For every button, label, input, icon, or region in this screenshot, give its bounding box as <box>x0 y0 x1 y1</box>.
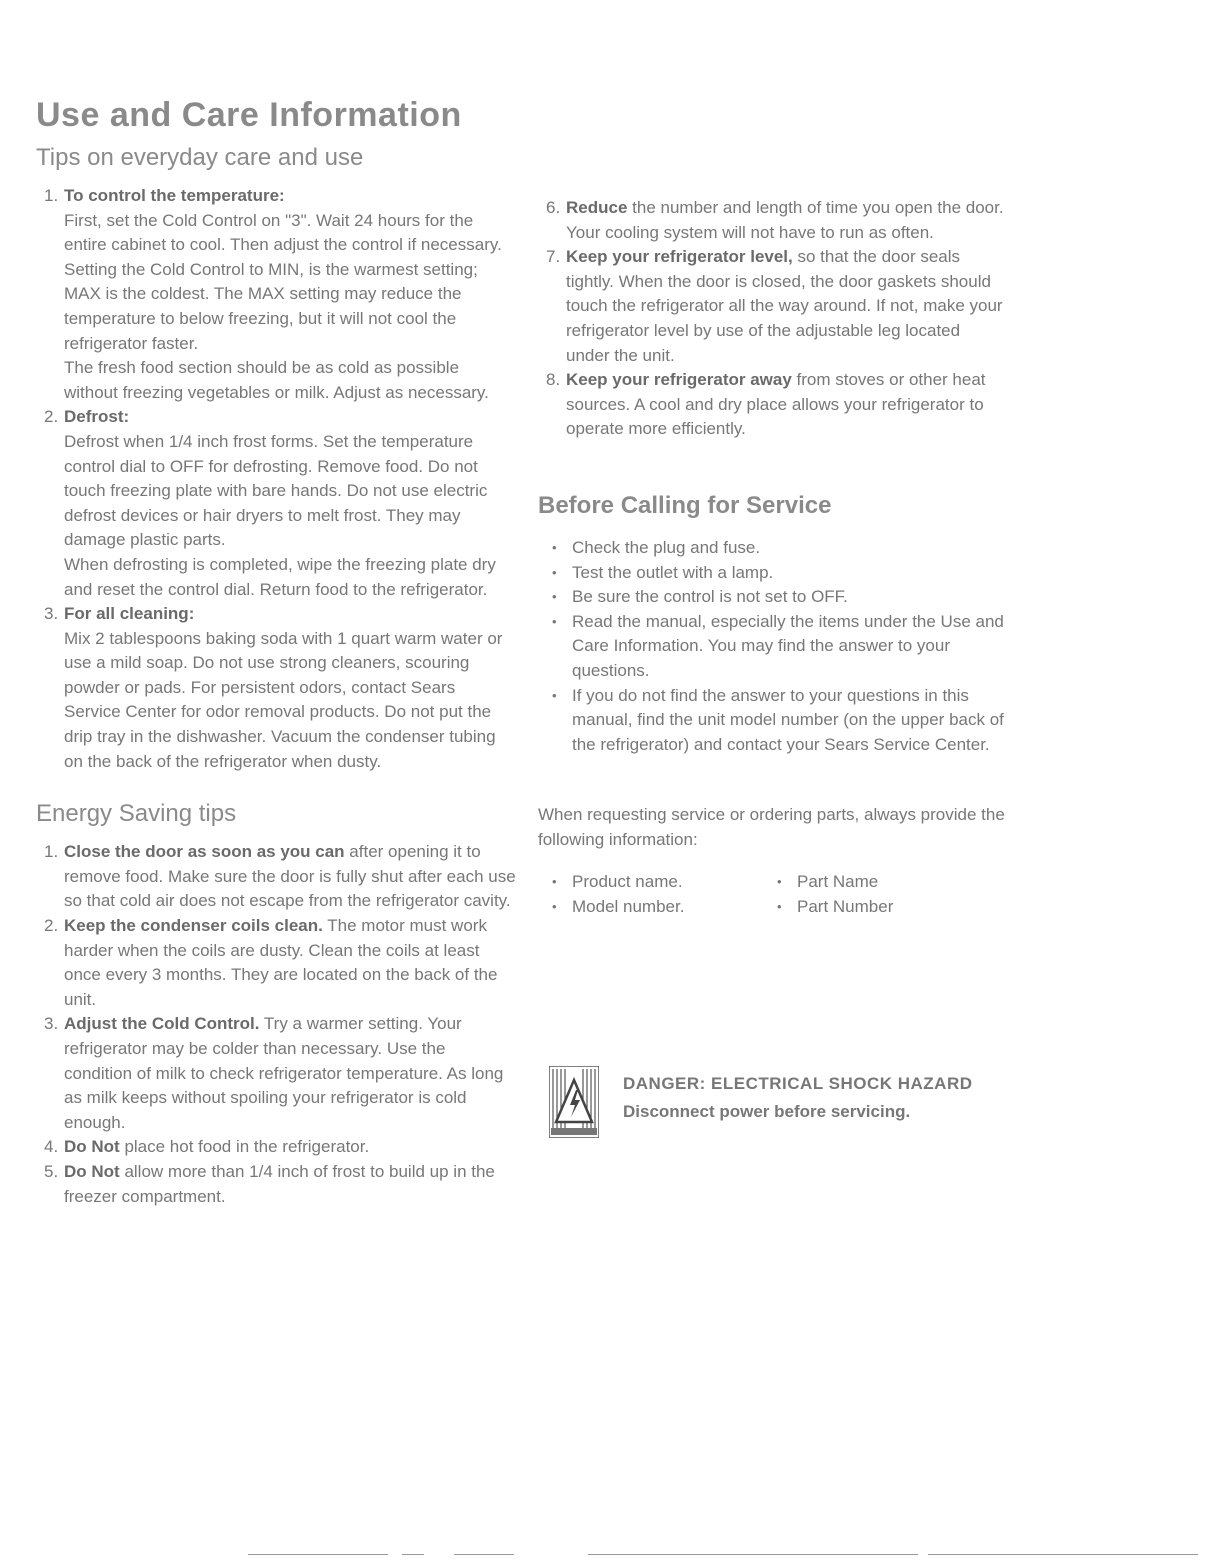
energy-item-lead: Close the door as soon as you can <box>64 842 345 862</box>
energy-item-text: from stoves or other heat sources. A cool and dry place allows your refrigerator to operate more efficiently. <box>566 370 986 439</box>
tips-item <box>36 602 516 774</box>
service-bullet: • Be sure the control is not set to OFF. <box>538 585 1008 610</box>
energy-list-right <box>538 196 1008 442</box>
danger-subtitle: Disconnect power before servicing. <box>623 1102 911 1121</box>
energy-item-text: the number and length of time you open the door. Your cooling system will not have to run as often. <box>566 198 1004 242</box>
service-bullet: • Check the plug and fuse. <box>538 536 1008 561</box>
service-checklist <box>538 536 1008 757</box>
service-bullet: • Test the outlet with a lamp. <box>538 561 1008 586</box>
parts-info-right <box>763 870 988 919</box>
energy-item <box>36 840 516 914</box>
energy-item <box>36 914 516 1012</box>
parts-info-item: • Product name. <box>538 870 763 895</box>
tips-item-lead: For all cleaning: <box>64 604 195 624</box>
energy-item-text: place hot food in the refrigerator. <box>119 1137 370 1157</box>
energy-item-number: 5. <box>44 1161 59 1181</box>
parts-info-left <box>538 870 763 919</box>
tips-item-paragraph: First, set the Cold Control on "3". Wait 24 hours for the entire cabinet to cool. Then adjust the control if necessary. Setting the Cold Control to MIN, is the warmest setting; MAX is the coldest. The MAX setting may reduce the temperature to below freezing, but it will not cool the refrigerator faster. <box>64 210 502 353</box>
energy-item-lead: Do Not <box>64 1137 120 1157</box>
tips-heading: Tips on everyday care and use <box>36 144 364 171</box>
parts-info-item: • Part Number <box>763 895 988 920</box>
energy-item-number: 7. <box>546 247 561 267</box>
energy-item-lead: Keep your refrigerator away <box>566 370 792 390</box>
footer-rule <box>928 1554 1198 1555</box>
energy-item-text: after opening it to remove food. Make sure the door is fully shut after each use so that cold air does not escape from the refrigerator cavity. <box>64 842 516 911</box>
energy-item <box>538 368 1008 442</box>
service-bullet: • Read the manual, especially the items under the Use and Care Information. You may find the answer to your questions. <box>538 610 1008 684</box>
tips-item <box>36 405 516 602</box>
page-title: Use and Care Information <box>36 96 462 134</box>
tips-item-paragraph: Defrost when 1/4 inch frost forms. Set the temperature control dial to OFF for defrosting. Remove food. Do not touch freezing plate with bare hands. Do not use electric defrost devices or hair dryers to melt frost. They may damage plastic parts. <box>64 431 488 550</box>
footer-rule <box>248 1554 388 1555</box>
energy-item <box>36 1012 516 1135</box>
energy-item-text: allow more than 1/4 inch of frost to build up in the freezer compartment. <box>64 1161 495 1206</box>
tips-item-paragraph: The fresh food section should be as cold as possible without freezing vegetables or milk. Adjust as necessary. <box>64 358 489 402</box>
energy-item-text: The motor must work harder when the coils are dusty. Clean the coils at least once every 3 months. They are located on the back of the unit. <box>64 916 498 1009</box>
energy-item-text: so that the door seals tightly. When the door is closed, the door gaskets should touch the refrigerator all the way around. If not, make your refrigerator level by use of the adjustable leg located under the unit. <box>566 247 1003 365</box>
electrical-hazard-icon <box>549 1066 599 1138</box>
energy-item <box>538 245 1008 368</box>
service-bullet: • If you do not find the answer to your questions in this manual, find the unit model number (on the upper back of the refrigerator) and contact your Sears Service Center. <box>538 684 1008 758</box>
energy-item-lead: Do Not <box>64 1161 120 1181</box>
tips-item-number: 3. <box>44 604 59 624</box>
energy-item-number: 8. <box>546 370 561 390</box>
energy-item <box>538 196 1008 245</box>
tips-item <box>36 184 516 405</box>
tips-list <box>36 184 516 774</box>
tips-item-number: 2. <box>44 407 59 427</box>
energy-item-lead: Reduce <box>566 198 628 217</box>
footer-rule <box>402 1554 424 1555</box>
parts-info-item: • Model number. <box>538 895 763 920</box>
service-provide-text: When requesting service or ordering parts, always provide the following information: <box>538 805 1005 849</box>
energy-item-lead: Keep your refrigerator level, <box>566 247 793 267</box>
danger-text <box>623 1074 973 1122</box>
energy-item-number: 1. <box>44 842 59 862</box>
parts-info-list <box>538 870 1008 919</box>
tips-item-lead: To control the temperature: <box>64 186 285 205</box>
footer-rule <box>454 1554 514 1555</box>
energy-item-text: Try a warmer setting. Your refrigerator may be colder than necessary. Use the condition of milk to check refrigerator temperature. As long as milk keeps without spoiling your refrigerator is cold enough. <box>64 1014 504 1132</box>
energy-item-lead: Adjust the Cold Control. <box>64 1014 260 1034</box>
danger-title: DANGER: ELECTRICAL SHOCK HAZARD <box>623 1074 973 1093</box>
parts-info-item: • Part Name <box>763 870 988 895</box>
energy-item-lead: Keep the condenser coils clean. <box>64 916 323 936</box>
tips-item-paragraph: Mix 2 tablespoons baking soda with 1 quart warm water or use a mild soap. Do not use strong cleaners, scouring powder or pads. For persistent odors, contact Sears Service Center for odor removal products. Do not put the drip tray in the dishwasher. Vacuum the condenser tubing on the back of the refrigerator when dusty. <box>64 628 503 771</box>
energy-item <box>36 1160 516 1209</box>
energy-item-number: 4. <box>44 1137 59 1157</box>
footer-rule <box>588 1554 918 1555</box>
tips-item-paragraph: When defrosting is completed, wipe the freezing plate dry and reset the control dial. Return food to the refrigerator. <box>64 554 496 599</box>
left-column <box>36 144 516 1209</box>
service-heading: Before Calling for Service <box>538 491 832 519</box>
energy-item-number: 6. <box>546 198 561 217</box>
right-column <box>538 196 1008 920</box>
energy-item-number: 2. <box>44 916 59 936</box>
energy-item-number: 3. <box>44 1014 59 1034</box>
tips-item-lead: Defrost: <box>64 407 130 427</box>
danger-notice <box>549 1066 973 1138</box>
energy-heading: Energy Saving tips <box>36 800 237 828</box>
energy-item <box>36 1135 516 1160</box>
tips-item-number: 1. <box>44 186 59 205</box>
energy-list-left <box>36 840 516 1209</box>
